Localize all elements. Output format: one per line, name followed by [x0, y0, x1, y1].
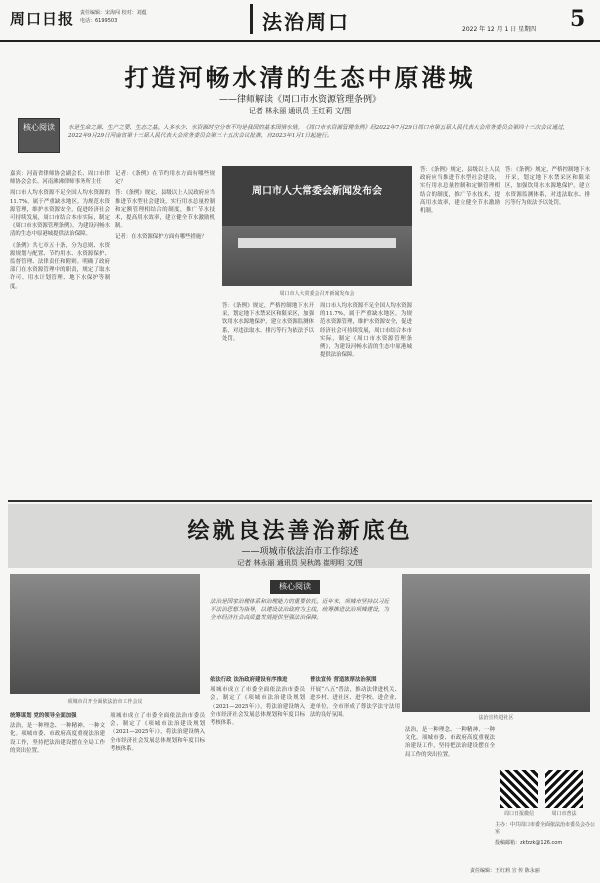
paragraph: 项城市成立了市委全面依法治市委员会，制定了《项城市法治建设规划（2021—2025年）》，将法治建设纳入全市经济社会发展总体规划和年度目标考核体系。 — [110, 713, 205, 752]
article2-col1 — [10, 712, 105, 862]
paragraph: 记者：在水资源保护方面有哪些措施？ — [115, 234, 207, 241]
article2-photo2-caption: 法治宣传进社区 — [478, 715, 514, 721]
issue-date: 2022 年 12 月 1 日 星期四 — [462, 26, 537, 33]
masthead — [0, 0, 600, 42]
section-heading: 普法宣传 营造浓厚法治氛围 — [310, 677, 377, 683]
article1-col3 — [222, 302, 314, 462]
paragraph: 答：《条例》规定，严格控制地下水开采，划定地下水禁采区和限采区，加强饮用水水源地保护，建立水资源监测体系，对违法取水、排污等行为依法予以处罚。 — [505, 167, 590, 206]
article2-photo1-caption: 项城市召开全面依法治市工作会议 — [67, 699, 143, 705]
paragraph: 答：《条例》规定，县级以上人民政府应当推进节水型社会建设，实行用水总量控制和定额管理相结合的制度，推广节水技术，提高用水效率，建立健全节水激励机制。 — [115, 190, 215, 230]
page-number: 5 — [570, 6, 586, 32]
article2-subhead: ——项城市依法治市工作综述 — [241, 547, 359, 557]
section-heading: 依法行政 法治政府建设有序推进 — [210, 677, 288, 683]
paragraph: 开展“八五”普法，推动法律进机关、进乡村、进社区、进学校、进企业、进单位，全市形成了尊法学法守法用法的良好氛围。 — [310, 687, 400, 718]
section-title: 法治周口 — [262, 10, 350, 34]
press-table — [238, 238, 396, 248]
section-divider — [250, 4, 253, 34]
paragraph: 周口市人均水资源不足全国人均水资源的11.7%，属于严重缺水地区。为规范水资源管理，维护水资源安全，促进经济社会可持续发展，周口市结合本市实际，制定《周口市水资源管理条例》，为建设河畅水清的生态中原港城提供法治保障。 — [320, 303, 412, 359]
masthead-info-line2: 电话：6199503 — [80, 18, 118, 24]
paragraph: 法治，是一种理念、一种精神、一种文化。项城市委、市政府高度重视法治建设工作，坚持把法治建设摆在全局工作的突出位置。 — [405, 727, 495, 758]
paragraph: 嘉宾：河南省律师协会副会长、周口市律师协会会长、河南沸沸律师事务所主任 — [10, 171, 110, 186]
press-banner-title: 周口市人大常委会新闻发布会 — [252, 186, 382, 197]
paragraph: 项城市成立了市委全面依法治市委员会，制定了《项城市法治建设规划（2021—2025年）》，将法治建设纳入全市经济社会发展总体规划和年度目标考核体系。 — [210, 687, 305, 727]
paragraph: 答：《条例》规定，严格控制地下水开采，划定地下水禁采区和限采区，加强饮用水水源地保护，建立水资源监测体系，对违法取水、排污等行为依法予以处罚。 — [222, 303, 314, 342]
article2-intro: 法治是国家治理体系和治理能力的重要依托。近年来，项城市坚持以习近平法治思想为指导，以建设法治政府为主线，统筹推进法治项城建设，为全市经济社会高质量发展提供坚强法治保障。 — [210, 599, 390, 621]
article1-col2 — [115, 170, 215, 462]
newspaper-logo: 周口日报 — [10, 10, 75, 28]
paragraph: 答：《条例》规定，县级以上人民政府应当推进节水型社会建设，实行用水总量控制和定额管理相结合的制度，推广节水技术，提高用水效率，建立健全节水激励机制。 — [420, 167, 500, 215]
paragraph: 记者：《条例》在节约用水方面有哪些规定？ — [115, 171, 215, 186]
masthead-info-line1: 责任编辑：宋海闯 校对：刘蕴 — [80, 10, 147, 16]
article2-headline: 绘就良法善治新底色 — [187, 518, 413, 544]
article2-photo-meeting — [10, 574, 200, 694]
article2-photo-community — [402, 574, 590, 712]
article2-byline: 记者 林永丽 通讯员 吴秋鸽 崔明明 文/图 — [237, 559, 363, 567]
article1-subhead: ——律师解读《周口市水资源管理条例》 — [218, 95, 381, 105]
article2-col3 — [210, 676, 305, 862]
article1-col5 — [420, 166, 500, 462]
article1-col6 — [505, 166, 590, 462]
qr-code-2-label: 周口市普法 — [551, 811, 577, 817]
article1-tag: 核心阅读 — [18, 118, 60, 153]
article1-photo-caption: 周口市人大常委会召开新闻发布会 — [279, 291, 355, 297]
article1-col1 — [10, 170, 110, 462]
article1-col4 — [320, 302, 412, 462]
article1-photo — [222, 166, 412, 286]
article2-col5 — [405, 726, 495, 846]
article1-intro: 水是生命之源、生产之要、生态之基。人多水少、水资源时空分布不均是我国的基本国情水情。《周口市水资源管理条例》经2022年7月29日周口市第五届人民代表大会常务委员会第四十三次会议通过，2022年9月29日河南省第十三届人民代表大会常务委员会第三十五次会议批准，自2023年1月1日起施行。 — [68, 125, 569, 139]
footer-editor-line: 责任编辑：王红莉 宣 传 陈永丽 — [470, 868, 540, 874]
qr-code-1-label: 周口日报微信 — [503, 811, 534, 817]
article1-byline: 记者 林永丽 通讯员 王红莉 文/图 — [248, 107, 352, 115]
paragraph: 法治，是一种理念、一种精神、一种文化。项城市委、市政府高度重视法治建设工作，坚持把法治建设摆在全局工作的突出位置。 — [10, 723, 105, 754]
article1-headline: 打造河畅水清的生态中原港城 — [124, 63, 476, 92]
qr-code-1 — [500, 770, 538, 808]
paragraph: 周口市人均水资源不足全国人均水资源的11.7%，属于严重缺水地区。为规范水资源管理，维护水资源安全，促进经济社会可持续发展，周口市结合本市实际，制定《周口市水资源管理条例》，为建设河畅水清的生态中原港城提供法治保障。 — [10, 190, 110, 238]
paragraph: 《条例》共七章五十条，分为总则、水资源规划与配置、节约用水、水资源保护、监督管理、法律责任和附则。明确了政府部门在水资源管理中的职责，规定了取水许可、用水计划管理、地下水保护等制度。 — [10, 242, 110, 290]
footer-sponsor: 主办：中共周口市委全面依法治市委员会办公室 — [495, 822, 596, 835]
qr-code-2 — [545, 770, 583, 808]
section-heading: 统筹谋划 党的领导全面加强 — [10, 713, 77, 719]
article2-col2 — [110, 712, 205, 862]
footer-contact: 投稿邮箱：zkfzzk@126.com — [495, 840, 563, 846]
article2-tag: 核心阅读 — [270, 580, 320, 594]
article-divider — [8, 500, 592, 502]
article2-col4 — [310, 676, 400, 862]
